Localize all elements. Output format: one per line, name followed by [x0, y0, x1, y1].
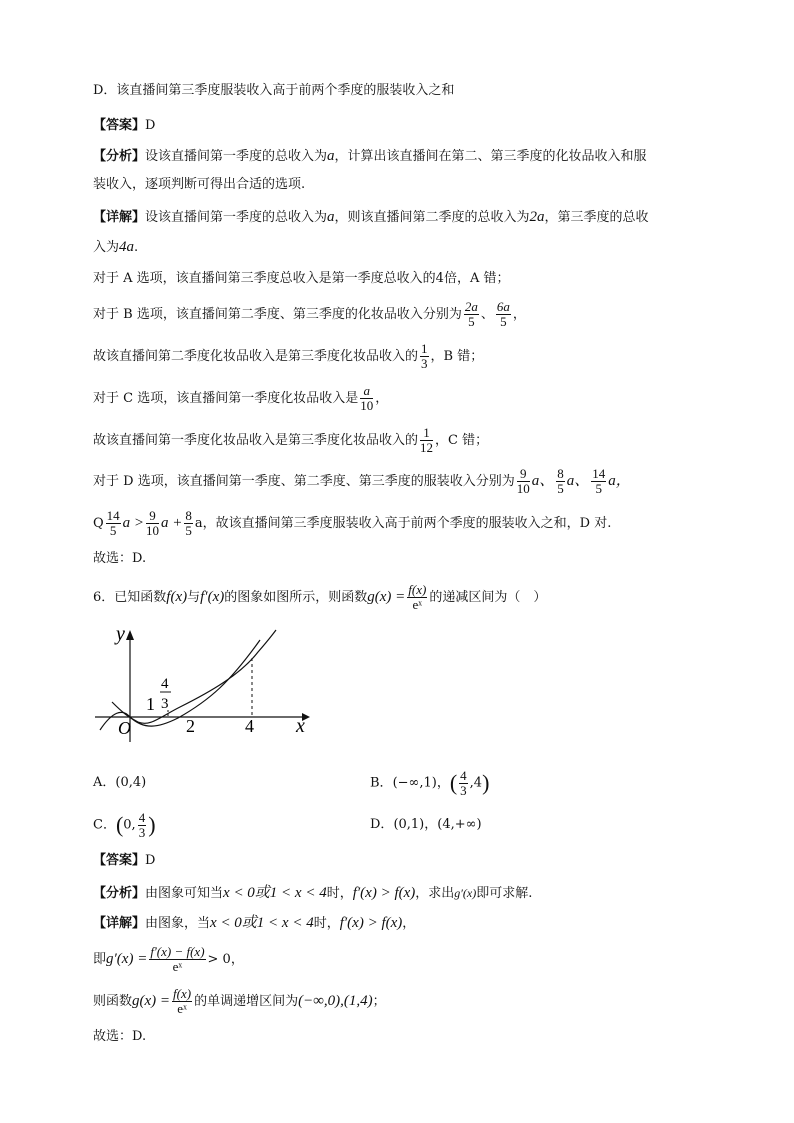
den: 5	[500, 314, 507, 329]
den: eˣ	[412, 597, 423, 612]
text: 时，	[313, 916, 340, 931]
option-c	[93, 808, 156, 843]
math: 4	[435, 271, 444, 286]
option-value: (0,1)，(4,+∞)	[393, 817, 482, 832]
fraction	[420, 426, 433, 455]
den: 5	[109, 523, 117, 538]
den: 5	[468, 314, 475, 329]
tick-label-4: 4	[245, 716, 254, 736]
option-a	[93, 774, 146, 792]
option-value: (0,4)	[115, 775, 147, 790]
answer-value: D	[145, 853, 156, 868]
math: f′(x) > f(x)	[352, 885, 416, 901]
text: .	[134, 240, 139, 255]
fraction	[172, 987, 192, 1016]
choose-line: 故选：D.	[93, 551, 147, 566]
math: x < 0或1 < x < 4	[223, 885, 327, 901]
line-option-d-1	[93, 464, 631, 499]
text: 故该直播间第一季度化妆品收入是第三季度化妆品收入的	[93, 433, 419, 448]
detail-line-q6	[93, 914, 415, 933]
math: a +	[161, 515, 183, 531]
fraction	[556, 467, 565, 496]
curve-f-prime	[112, 630, 276, 723]
detail-line-1	[93, 208, 649, 227]
den: 5	[185, 523, 192, 538]
math: g′(x)	[454, 886, 477, 900]
analysis-tag: 【分析】	[93, 886, 146, 901]
tick-label-2: 2	[186, 716, 195, 736]
origin-label: O	[118, 718, 131, 738]
fraction	[184, 509, 193, 538]
answer-line-q6	[93, 852, 155, 870]
math: g′(x) =	[106, 951, 148, 967]
text: ；	[372, 994, 386, 1009]
option-letter: D．	[370, 817, 394, 832]
text: ，则该直播间第二季度的总收入为	[334, 210, 530, 225]
text: ，	[512, 307, 526, 322]
num: 14	[592, 466, 606, 481]
x-label: x	[296, 715, 305, 737]
tick-label-4-3-num: 4	[161, 676, 169, 692]
analysis-line-q6	[93, 884, 532, 903]
num: 14	[106, 508, 120, 523]
answer-tag: 【答案】	[93, 853, 146, 868]
derivative-line	[93, 942, 244, 977]
fraction	[591, 467, 606, 496]
math: 2a	[529, 209, 545, 225]
analysis-line-1	[93, 147, 647, 166]
math: f′(x) > f(x)	[339, 915, 403, 931]
num: 8	[185, 508, 192, 523]
line-option-a	[93, 270, 509, 288]
text: > 0，	[207, 952, 244, 967]
text: 6．已知函数	[93, 590, 167, 605]
num: 1	[420, 426, 433, 441]
text: ，求出	[415, 886, 455, 901]
den: 3	[460, 782, 467, 798]
option-b	[370, 766, 489, 801]
answer-tag: 【答案】	[93, 118, 146, 133]
detail-tag: 【详解】	[93, 916, 146, 931]
function-graph	[90, 620, 320, 745]
num: 9	[146, 509, 159, 524]
line-option-d-2	[93, 506, 611, 541]
text: 则函数	[93, 994, 133, 1009]
math: g(x) =	[132, 993, 171, 1009]
text: 对于 D 选项，该直播间第一季度、第二季度、第三季度的服装收入分别为	[93, 474, 515, 489]
option-value: ,4	[469, 775, 483, 791]
fraction	[106, 509, 121, 538]
den: eˣ	[177, 1001, 187, 1016]
paren: (	[115, 812, 124, 837]
math: f′(x)	[200, 589, 225, 605]
text: 即	[93, 952, 107, 967]
paren: )	[482, 770, 490, 795]
answer-value: D	[145, 118, 156, 133]
fraction	[420, 342, 429, 371]
paren: )	[148, 812, 156, 837]
text: 对于 A 选项，该直播间第三季度总收入是第一季度总收入的	[93, 271, 436, 286]
fraction	[496, 300, 511, 329]
text: 、	[480, 307, 494, 322]
den: 5	[557, 481, 564, 496]
text: 时，	[326, 886, 353, 901]
den: 3	[138, 824, 146, 840]
text: ，C 错；	[435, 433, 489, 448]
text: 设该直播间第一季度的总收入为	[145, 149, 328, 164]
den: 10	[360, 398, 374, 413]
fraction	[407, 583, 427, 612]
math-a: a	[327, 209, 335, 225]
num: 8	[557, 466, 564, 481]
option-letter: B．	[370, 775, 393, 791]
num: f(x)	[173, 986, 192, 1001]
fraction	[149, 945, 205, 974]
detail-line-2	[93, 238, 138, 257]
option-d-text: D．该直播间第三季度服装收入高于前两个季度的服装收入之和	[93, 83, 455, 98]
den: 10	[516, 481, 530, 496]
paren: (	[449, 770, 458, 795]
text: 倍，A 错；	[443, 271, 510, 286]
text: a，故该直播间第三季度服装收入高于前两个季度的服装收入之和，D 对.	[194, 516, 612, 531]
num: 4	[460, 767, 467, 783]
fraction	[464, 300, 479, 329]
num: f′(x) − f(x)	[150, 944, 205, 959]
line-option-c-1	[93, 382, 388, 416]
math: x < 0或1 < x < 4	[210, 915, 314, 931]
text: 的单调递增区间为	[194, 994, 299, 1009]
text: 故该直播间第二季度化妆品收入是第三季度化妆品收入的	[93, 349, 419, 364]
math: (−∞,0),(1,4)	[298, 993, 373, 1009]
text: ，计算出该直播间在第二、第三季度的化妆品收入和服	[334, 149, 647, 164]
option-value: (−∞,1)，	[392, 775, 450, 791]
math: a >	[122, 515, 145, 531]
den: 12	[420, 440, 434, 455]
option-d	[370, 816, 482, 834]
math: a、	[566, 473, 590, 489]
num: 4	[138, 809, 146, 825]
num: 2a	[464, 299, 478, 314]
text: 对于 C 选项，该直播间第一季度化妆品收入是	[93, 391, 359, 406]
den: eˣ	[172, 959, 183, 974]
line-option-c-2	[93, 424, 488, 458]
num: 1	[421, 341, 428, 356]
text: 对于 B 选项，该直播间第二季度、第三季度的化妆品收入分别为	[93, 307, 462, 322]
den: 3	[421, 356, 428, 371]
den: 5	[595, 481, 602, 496]
question-6-stem	[93, 580, 546, 615]
fraction	[459, 769, 468, 798]
math-a: a	[327, 148, 335, 164]
fraction	[360, 384, 373, 413]
text: ，	[402, 916, 416, 931]
line-option-b-2	[93, 340, 483, 374]
text: 由图象，当	[145, 916, 211, 931]
den: 10	[146, 523, 160, 538]
num: 6a	[496, 299, 510, 314]
option-letter: C．	[93, 817, 116, 833]
text: Q	[93, 516, 104, 531]
detail-tag: 【详解】	[93, 210, 146, 225]
math: f(x)	[166, 589, 188, 605]
math: 4a	[119, 239, 135, 255]
analysis-tag: 【分析】	[93, 149, 146, 164]
tick-label-4-3-den: 3	[161, 696, 169, 712]
text: 由图象可知当	[145, 886, 224, 901]
tick-label-1: 1	[146, 694, 155, 714]
y-axis-arrow	[126, 630, 134, 640]
text: ，	[375, 391, 389, 406]
option-letter: A．	[93, 775, 116, 790]
fraction	[517, 467, 530, 496]
math: a、	[531, 473, 555, 489]
text: 即可求解.	[476, 886, 533, 901]
conclusion-line	[93, 984, 386, 1019]
text: 入为	[93, 240, 120, 255]
text: 的递减区间为（ ）	[429, 590, 547, 605]
num: f(x)	[408, 582, 427, 597]
answer-line	[93, 117, 155, 135]
math: a，	[608, 473, 631, 489]
fraction	[146, 509, 159, 538]
text: 与	[187, 590, 201, 605]
choose-line-q6: 故选：D.	[93, 1029, 147, 1044]
analysis-line-2: 装收入，逐项判断可得出合适的选项.	[93, 177, 306, 192]
line-option-b-1	[93, 298, 526, 332]
text: ，B 错；	[430, 349, 484, 364]
option-value: 0,	[123, 817, 136, 833]
num: 9	[517, 467, 530, 482]
y-label: y	[116, 623, 125, 645]
fraction	[138, 811, 147, 840]
text: 的图象如图所示，则函数	[224, 590, 368, 605]
text: ，第三季度的总收	[544, 210, 649, 225]
text: 设该直播间第一季度的总收入为	[145, 210, 328, 225]
math: g(x) =	[367, 589, 406, 605]
num: a	[360, 384, 373, 399]
